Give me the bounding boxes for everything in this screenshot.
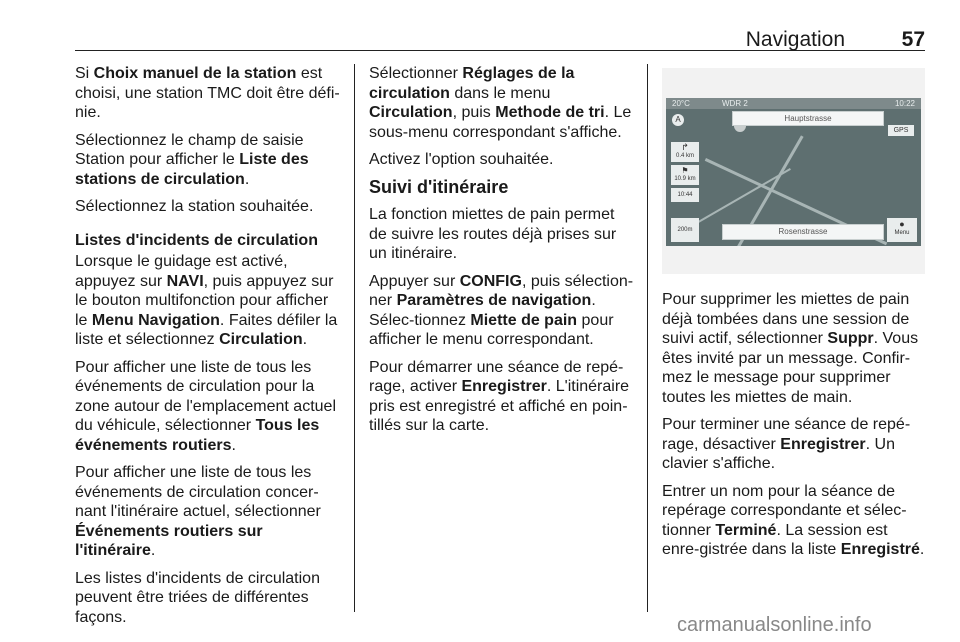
- temperature: 20°C: [672, 99, 690, 108]
- column-3: [662, 290, 928, 568]
- column-divider: [647, 64, 648, 612]
- paragraph: Sélectionner Réglages de la circulation dans le menu Circulation, puis Methode de tri. Le sous-menu correspondant s'affiche.: [369, 65, 632, 141]
- arrival-time: 10:44: [671, 188, 699, 202]
- paragraph: Appuyer sur CONFIG, puis sélection-ner Paramètres de navigation. Sélec-tionnez Miette de pain pour afficher le menu correspondant.: [369, 272, 634, 348]
- watermark: carmanualsonline.info: [677, 614, 872, 636]
- current-street-label: Hauptstrasse: [732, 111, 884, 126]
- paragraph: Pour afficher une liste de tous les événements de circulation pour la zone autour de l'emplacement actuel du véhicule, sélectionner Tous les événements routiers.: [75, 358, 336, 454]
- paragraph: Sélectionnez la station souhaitée.: [75, 198, 314, 215]
- scale-label: 200m: [671, 218, 699, 242]
- next-street-label: Rosenstrasse: [722, 224, 884, 240]
- paragraph: Pour supprimer les miettes de pain déjà tombées dans une session de suivi actif, sélectionner Suppr. Vous êtes invité par un message. Confir-mez le message pour supprimer toutes les miettes de main.: [662, 291, 919, 406]
- page-number: 57: [901, 28, 925, 51]
- gps-button[interactable]: GPS: [888, 125, 914, 136]
- paragraph: Sélectionnez le champ de saisie Station pour afficher le Liste des stations de circulation.: [75, 131, 309, 188]
- destination-panel: [671, 165, 699, 185]
- column-1: [75, 64, 345, 635]
- paragraph: Lorsque le guidage est activé, appuyez sur NAVI, puis appuyez sur le bouton multifonction pour afficher le Menu Navigation. Faites défiler la liste et sélectionnez Circulation.: [75, 253, 338, 348]
- turn-distance: 0.4 km: [675, 153, 694, 159]
- paragraph: Pour terminer une séance de repé-rage, désactiver Enregistrer. Un clavier s'affiche.: [662, 416, 911, 472]
- status-bar: [666, 98, 921, 109]
- paragraph: Les listes d'incidents de circulation peuvent être triées de différentes façons.: [75, 569, 320, 626]
- paragraph: Pour démarrer une séance de repé-rage, activer Enregistrer. L'itinéraire pris est enregistré et affiché en poin-tillés sur la carte.: [369, 358, 630, 434]
- paragraph: Pour afficher une liste de tous les événements de circulation concer-nant l'itinéraire actuel, sélectionner Événements routiers sur l'itinéraire.: [75, 464, 321, 559]
- menu-label: Menu: [894, 230, 910, 236]
- paragraph: Si Choix manuel de la station est choisi, une station TMC doit être défi-nie.: [75, 65, 340, 121]
- navigation-screenshot: [662, 68, 925, 274]
- radio-station: WDR 2: [722, 99, 748, 108]
- section-heading: Suivi d'itinéraire: [369, 176, 509, 197]
- paragraph: Entrer un nom pour la séance de repérage correspondante et sélec-tionner Terminé. La session est enre-gistrée dans la liste Enregistré.: [662, 482, 925, 558]
- paragraph: La fonction miettes de pain permet de suivre les routes déjà prises sur un itinéraire.: [369, 206, 617, 262]
- a-button[interactable]: A: [672, 114, 684, 126]
- turn-arrow-icon: ↱: [681, 142, 689, 152]
- destination-flag-icon: ⚑: [681, 166, 689, 175]
- column-2: [369, 64, 634, 444]
- clock: 10:22: [894, 99, 915, 108]
- map-road: [686, 168, 791, 230]
- menu-button[interactable]: [887, 218, 917, 242]
- subheading: Listes d'incidents de circulation: [75, 231, 318, 249]
- page-header: [75, 0, 925, 51]
- map-screen: [666, 98, 921, 246]
- menu-icon: ●: [899, 219, 905, 229]
- paragraph: Activez l'option souhaitée.: [369, 151, 554, 168]
- destination-distance: 10.9 km: [674, 176, 696, 182]
- header-title: Navigation: [745, 28, 845, 51]
- turn-panel: [671, 142, 699, 162]
- column-divider: [354, 64, 355, 612]
